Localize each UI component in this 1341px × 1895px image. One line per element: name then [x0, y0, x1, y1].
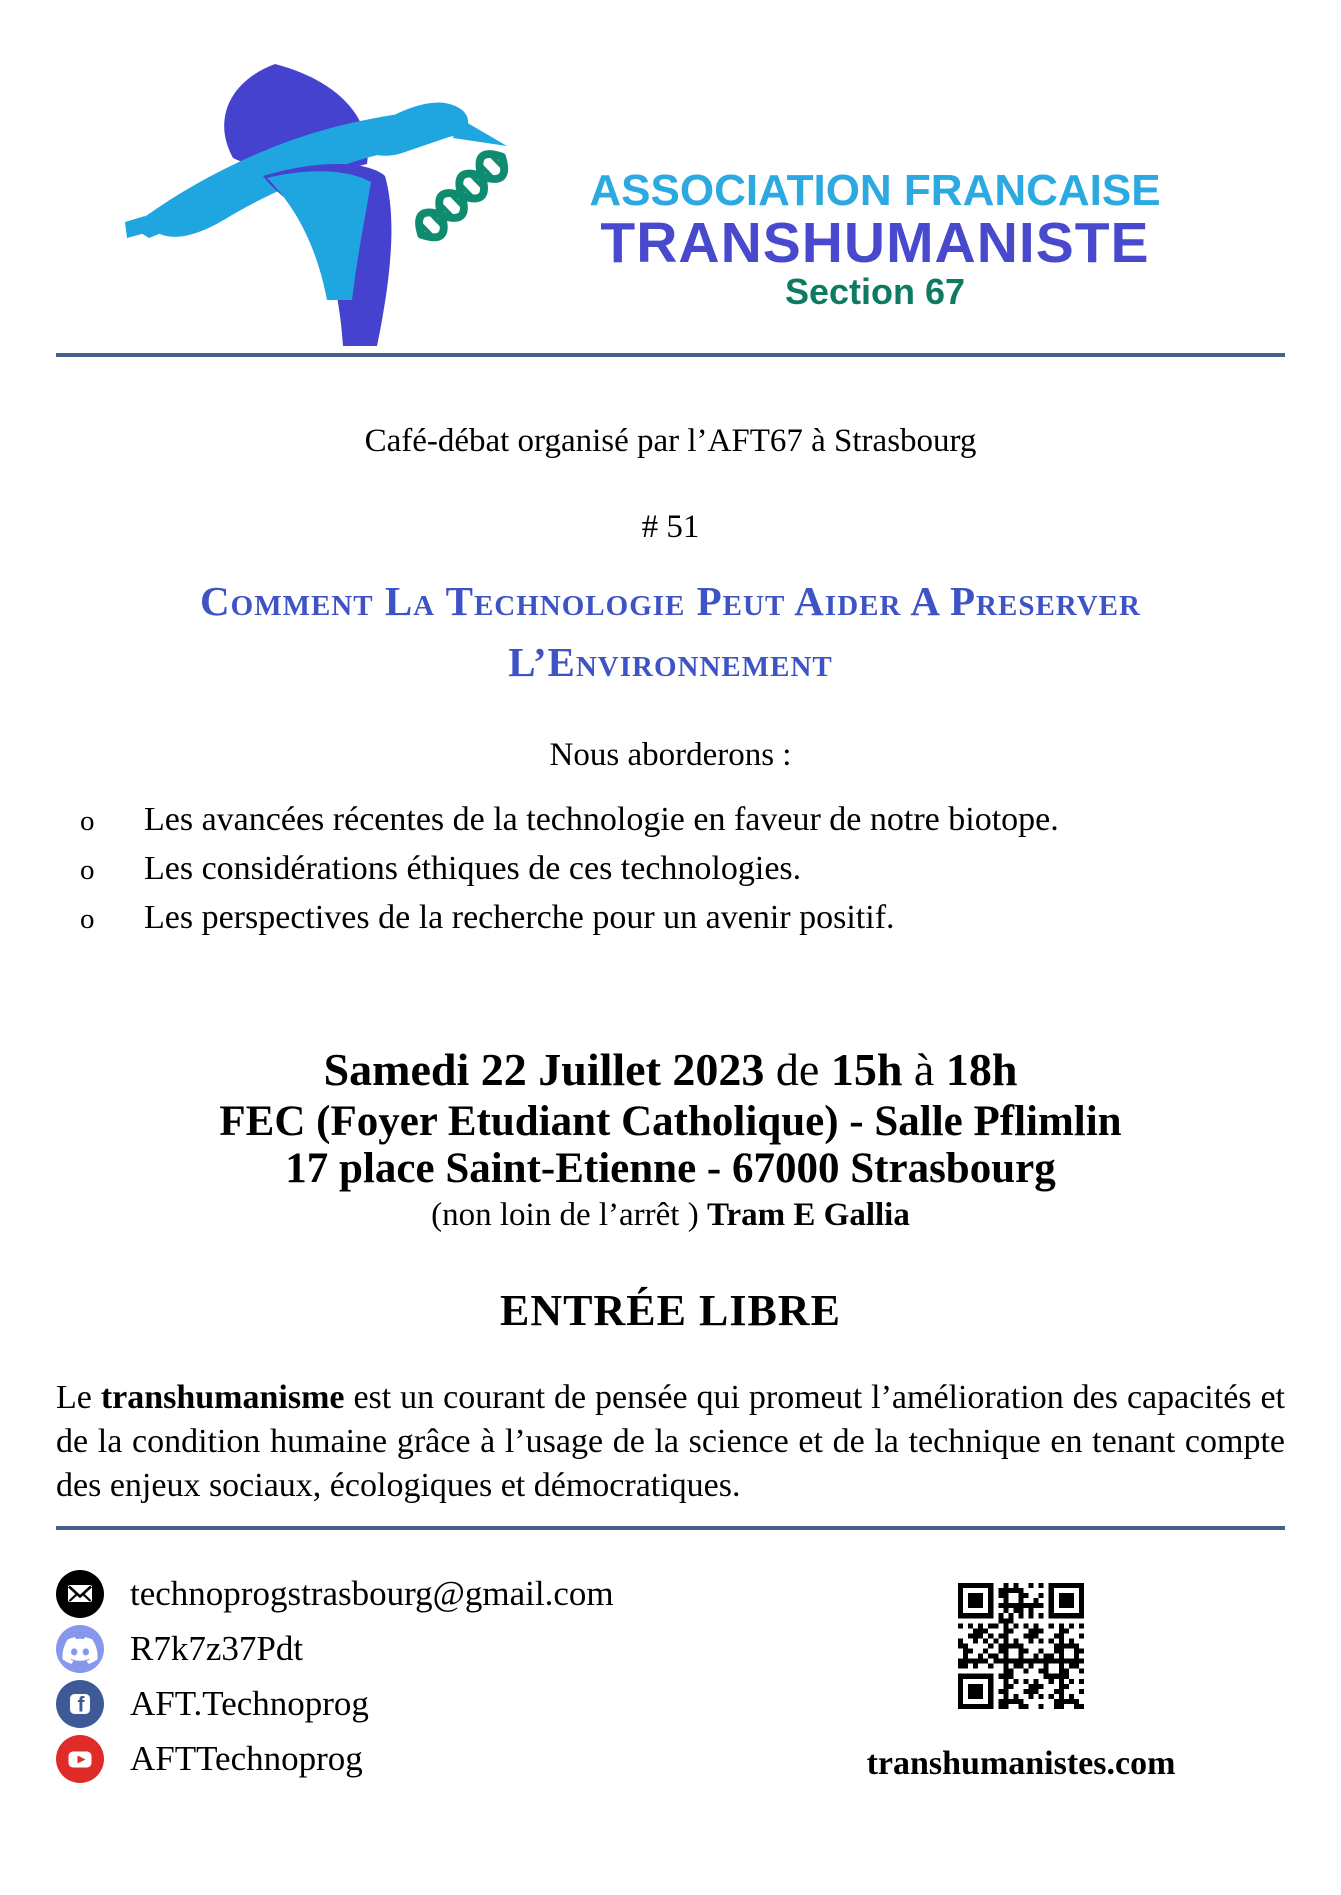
transit-note-text: (non loin de l’arrêt ) — [431, 1197, 707, 1233]
event-venue — [0, 1098, 1341, 1192]
agenda-item-text: Les considérations éthiques de ces technologies. — [144, 850, 802, 887]
website-url: transhumanistes.com — [866, 1745, 1176, 1782]
bullet-icon: o — [80, 903, 95, 935]
venue-line2: 17 place Saint-Etienne - 67000 Strasbourg — [285, 1145, 1056, 1192]
agenda-lead: Nous aborderons : — [549, 737, 792, 773]
list-item — [80, 846, 1285, 893]
contact-row-youtube — [56, 1731, 756, 1786]
svg-text:f: f — [77, 1693, 85, 1716]
date-separator: de — [764, 1044, 831, 1095]
start-time: 15h — [830, 1044, 903, 1095]
stork-dna-logo — [115, 56, 510, 348]
about-lead: Le — [56, 1379, 101, 1416]
end-time: 18h — [945, 1044, 1018, 1095]
event-title-line2: L’Environnement — [508, 639, 833, 685]
contact-list — [56, 1566, 756, 1786]
contact-row-email — [56, 1566, 756, 1621]
free-entry-label: ENTRÉE LIBRE — [500, 1286, 841, 1335]
agenda-item-text: Les avancées récentes de la technologie en faveur de notre biotope. — [144, 801, 1059, 838]
event-subtitle: Café-débat organisé par l’AFT67 à Strasbourg — [364, 423, 977, 459]
agenda-list — [0, 797, 1341, 942]
email-icon — [56, 1570, 104, 1618]
facebook-handle: AFT.Technoprog — [130, 1683, 369, 1723]
youtube-icon — [56, 1735, 104, 1783]
about-rest: est un courant de pensée qui promeut l’amélioration des capacités et de la condition humaine grâce à l’usage de la science et de la technique en tenant compte des enjeux sociaux, écologiques et démocratiques. — [56, 1379, 1285, 1504]
about-paragraph — [56, 1376, 1285, 1508]
edition-number: # 51 — [641, 509, 700, 545]
venue-line1: FEC (Foyer Etudiant Catholique) - Salle Pflimlin — [219, 1098, 1122, 1145]
footer — [56, 1566, 1285, 1866]
org-name-line2: TRANSHUMANISTE — [600, 210, 1150, 275]
divider-bottom — [56, 1526, 1285, 1530]
bullet-icon: o — [80, 805, 95, 837]
list-item — [80, 895, 1285, 942]
email-address: technoprogstrasbourg@gmail.com — [130, 1573, 614, 1613]
contact-row-facebook — [56, 1676, 756, 1731]
youtube-handle: AFTTechnoprog — [130, 1738, 363, 1778]
discord-icon — [56, 1625, 104, 1673]
event-title-line1: Comment La Technologie Peut Aider A Preserver — [200, 578, 1141, 624]
divider-top — [56, 353, 1285, 357]
transit-note — [0, 1194, 1341, 1236]
org-name-line1: ASSOCIATION FRANCAISE — [589, 166, 1161, 215]
facebook-icon — [56, 1680, 104, 1728]
event-datetime — [0, 1042, 1341, 1098]
discord-handle: R7k7z37Pdt — [130, 1628, 304, 1668]
header — [0, 0, 1341, 353]
event-title — [80, 571, 1261, 693]
bullet-icon: o — [80, 854, 95, 886]
tram-stop: Tram E Gallia — [706, 1197, 910, 1233]
date-separator: à — [902, 1044, 946, 1095]
contact-row-discord — [56, 1621, 756, 1676]
agenda-item-text: Les perspectives de la recherche pour un avenir positif. — [144, 899, 895, 936]
qr-code — [958, 1576, 1084, 1716]
org-name — [545, 166, 1205, 313]
org-section: Section 67 — [784, 271, 966, 313]
list-item — [80, 797, 1285, 844]
qr-block — [851, 1576, 1191, 1783]
event-date: Samedi 22 Juillet 2023 — [323, 1044, 765, 1095]
dna-icon — [412, 147, 510, 245]
about-keyword: transhumanisme — [100, 1379, 345, 1416]
